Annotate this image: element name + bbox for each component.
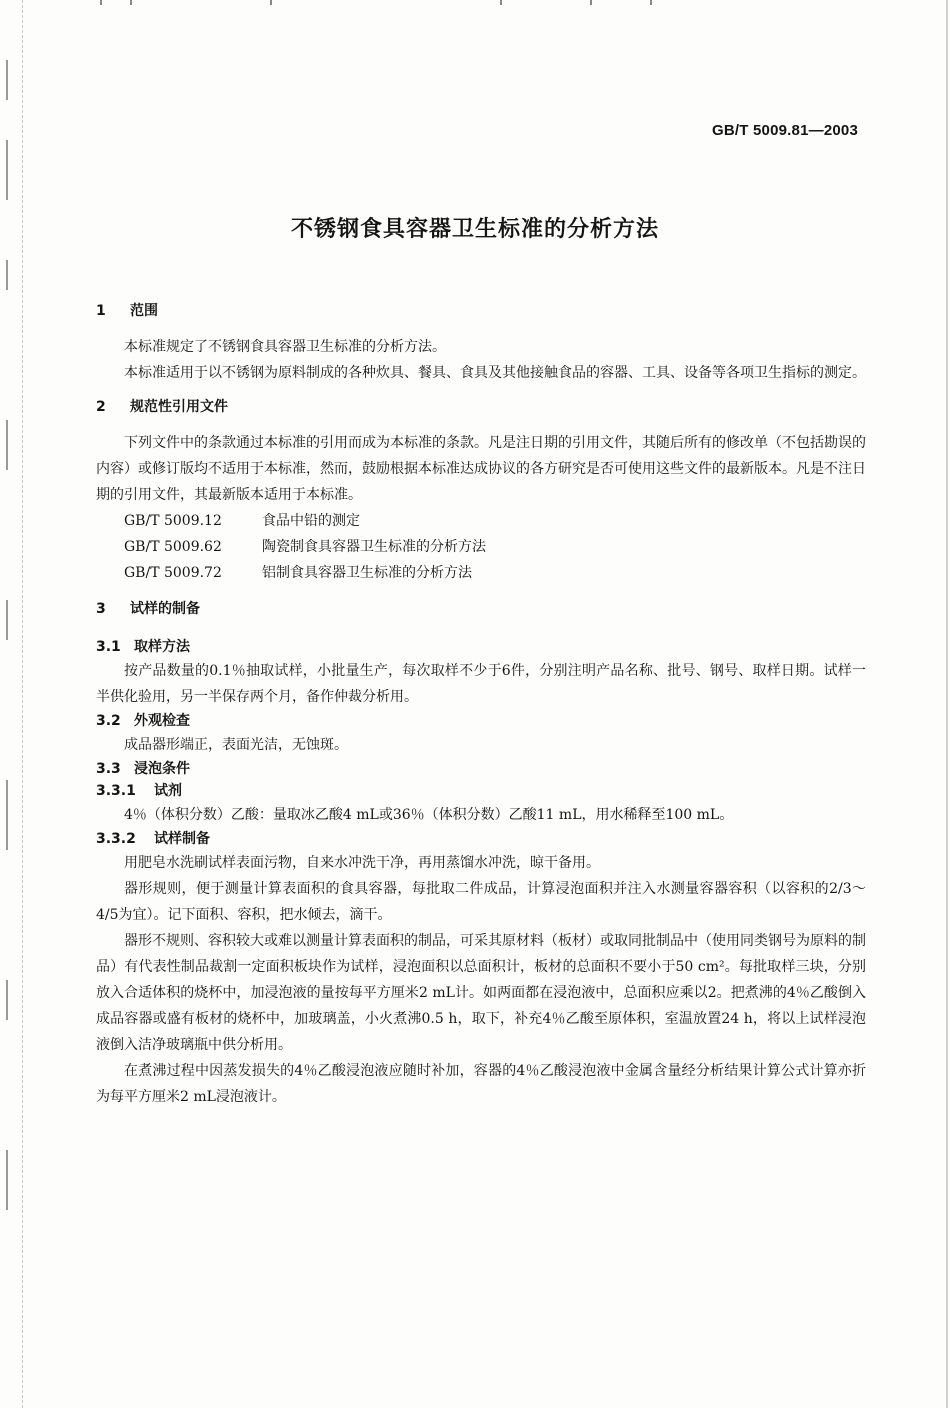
paragraph: 在煮沸过程中因蒸发损失的4％乙酸浸泡液应随时补加，容器的4％乙酸浸泡液中金属含量经分析结果计算公式计算亦折为每平方厘米2 mL浸泡液计。 (96, 1063, 866, 1105)
section-heading-3 (96, 598, 866, 620)
paragraph: 成品器形端正，表面光洁，无蚀斑。 (124, 737, 348, 753)
document-title: 不锈钢食具容器卫生标准的分析方法 (290, 217, 659, 242)
section-number: 3 (96, 601, 106, 617)
reference-title: 食品中铅的测定 (262, 513, 360, 529)
reference-title: 陶瓷制食具容器卫生标准的分析方法 (262, 539, 486, 555)
reference-item (96, 508, 866, 534)
paragraph: 器形规则，便于测量计算表面积的食具容器，每批取二件成品，计算浸泡面积并注入水测量容器容积（以容积的2/3～4/5为宜）。记下面积、容积，把水倾去，滴干。 (96, 881, 866, 923)
section-title: 浸泡条件 (134, 761, 190, 777)
document-body (96, 300, 866, 1110)
paragraph: 器形不规则、容积较大或难以测量计算表面积的制品，可采其原材料（板材）或取同批制品中（使用同类钢号为原料的制品）有代表性制品裁割一定面积板块作为试样，浸泡面积以总面积计，板材的总面积不要小于50 cm²。每批取样三块，分别放入合适体积的烧杯中，加浸泡液的量按每平方厘米2 mL计。如两面都在浸泡液中，总面积应乘以2。把煮沸的4％乙酸倒入成品容器或盛有板材的烧杯中，加玻璃盖，小火煮沸0.5 h，取下，补充4％乙酸至原体积，室温放置24 h，将以上试样浸泡液倒入洁净玻璃瓶中供分析用。 (96, 933, 866, 1053)
reference-code: GB/T 5009.72 (124, 565, 222, 581)
scan-marks (90, 0, 690, 6)
section-heading-3-3-1 (96, 780, 866, 802)
reference-item (96, 534, 866, 560)
reference-item (96, 560, 866, 586)
section-number: 3.1 (96, 639, 121, 655)
section-heading-3-2 (96, 710, 866, 732)
paragraph: 本标准适用于以不锈钢为原料制成的各种炊具、餐具、食具及其他接触食品的容器、工具、设备等各项卫生指标的测定。 (124, 365, 866, 381)
paragraph: 用肥皂水洗刷试样表面污物，自来水冲洗干净，再用蒸馏水冲洗，晾干备用。 (124, 855, 600, 871)
section-title: 试样制备 (154, 831, 210, 847)
section-number: 3.3.2 (96, 831, 136, 847)
section-number: 3.3 (96, 761, 121, 777)
section-heading-1 (96, 300, 866, 322)
standard-code: GB/T 5009.81—2003 (712, 122, 858, 139)
reference-code: GB/T 5009.12 (124, 513, 222, 529)
reference-title: 铝制食具容器卫生标准的分析方法 (262, 565, 472, 581)
section-title: 试样的制备 (130, 601, 200, 617)
section-heading-2 (96, 396, 866, 418)
section-title: 外观检查 (134, 713, 190, 729)
section-title: 取样方法 (134, 639, 190, 655)
section-number: 3.2 (96, 713, 121, 729)
section-heading-3-3 (96, 758, 866, 780)
paragraph: 4％（体积分数）乙酸：量取冰乙酸4 mL或36％（体积分数）乙酸11 mL，用水稀释至100 mL。 (124, 807, 734, 823)
section-title: 试剂 (154, 783, 182, 799)
section-heading-3-1 (96, 636, 866, 658)
section-number: 1 (96, 303, 106, 319)
section-title: 规范性引用文件 (130, 399, 228, 415)
paragraph: 本标准规定了不锈钢食具容器卫生标准的分析方法。 (124, 339, 446, 355)
section-number: 3.3.1 (96, 783, 136, 799)
section-number: 2 (96, 399, 106, 415)
section-title: 范围 (130, 303, 158, 319)
section-heading-3-3-2 (96, 828, 866, 850)
paragraph: 按产品数量的0.1％抽取试样，小批量生产，每次取样不少于6件，分别注明产品名称、批号、钢号、取样日期。试样一半供化验用，另一半保存两个月，备作仲裁分析用。 (96, 663, 866, 705)
reference-code: GB/T 5009.62 (124, 539, 222, 555)
paragraph: 下列文件中的条款通过本标准的引用而成为本标准的条款。凡是注日期的引用文件，其随后所有的修改单（不包括勘误的内容）或修订版均不适用于本标准，然而，鼓励根据本标准达成协议的各方研究是否可使用这些文件的最新版本。凡是不注日期的引用文件，其最新版本适用于本标准。 (96, 435, 866, 503)
